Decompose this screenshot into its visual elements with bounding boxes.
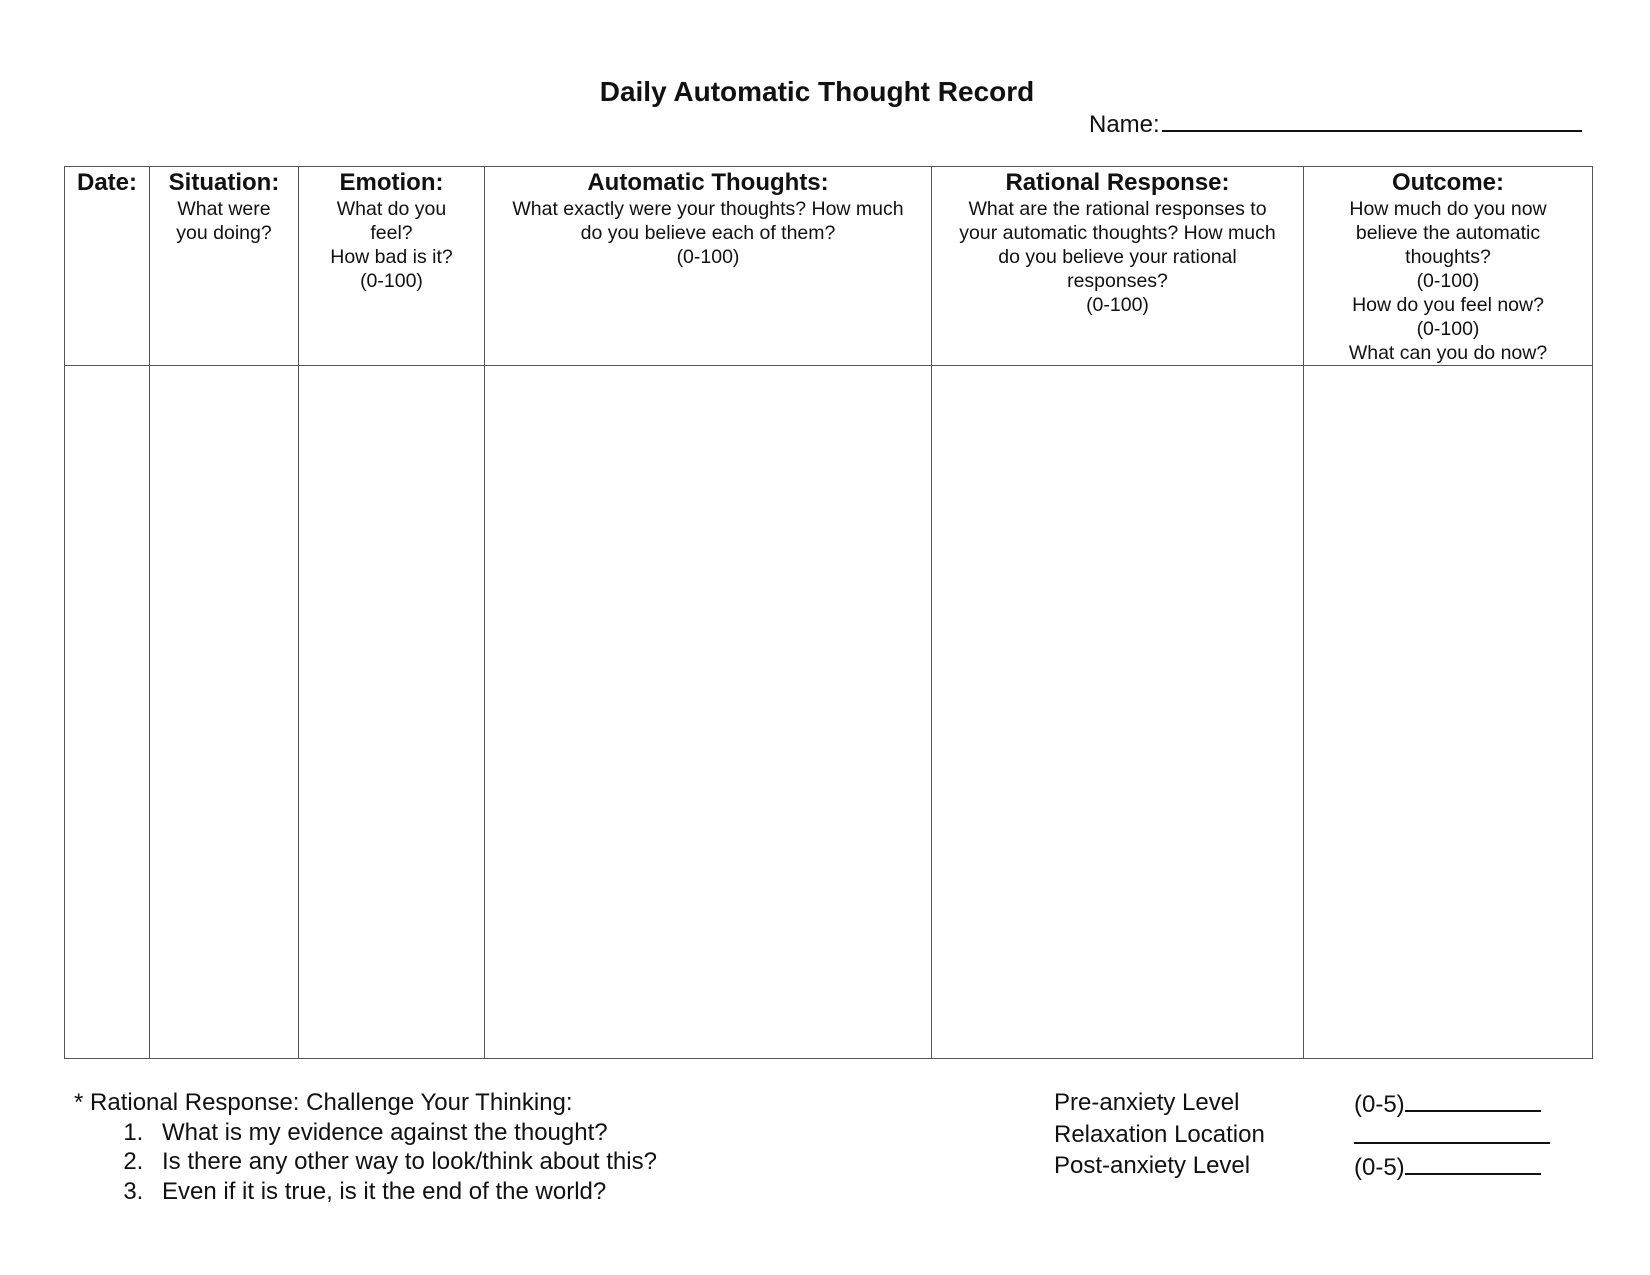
pre-anxiety-blank-line[interactable] [1405,1088,1541,1112]
list-item: 1. What is my evidence against the thought? [150,1118,657,1148]
column-heading: Automatic Thoughts: [587,169,829,196]
relaxation-location-row [1054,1120,1550,1152]
column-instructions: What are the rational responses to your automatic thoughts? How much do you believe your rational responses? (0-100) [959,198,1276,316]
post-anxiety-row [1054,1151,1550,1183]
column-header-rational-response [932,167,1304,366]
column-header-situation [150,167,299,366]
name-field[interactable] [1089,108,1582,139]
column-heading: Rational Response: [1005,169,1230,196]
post-anxiety-blank-line[interactable] [1405,1151,1541,1175]
column-instructions: How much do you now believe the automatic thoughts? (0-100) How do you feel now? (0-100) What can you do now? [1348,198,1548,364]
automatic-thoughts-entry-cell[interactable] [485,366,932,1059]
anxiety-levels [1054,1088,1550,1183]
page-title: Daily Automatic Thought Record [599,76,1035,107]
thought-record-table [64,166,1593,1059]
column-heading: Emotion: [339,169,444,196]
column-header-automatic-thoughts [485,167,932,366]
list-item: 3. Even if it is true, is it the end of the world? [150,1177,657,1207]
list-item: 2. Is there any other way to look/think about this? [150,1147,657,1177]
relaxation-location-blank-line[interactable] [1354,1120,1550,1144]
column-heading: Situation: [168,169,280,196]
outcome-entry-cell[interactable] [1304,366,1593,1059]
relaxation-location-field[interactable] [1354,1120,1550,1152]
challenge-heading: * Rational Response: Challenge Your Thinking: [74,1089,573,1116]
name-blank-line[interactable] [1162,108,1582,132]
challenge-thinking-notes [74,1088,657,1206]
column-header-outcome [1304,167,1593,366]
relaxation-location-label: Relaxation Location [1054,1120,1265,1148]
header-row [65,167,1593,366]
column-heading: Date: [76,169,137,196]
situation-entry-cell[interactable] [150,366,299,1059]
pre-anxiety-field[interactable]: (0-5) [1354,1088,1541,1120]
pre-anxiety-row [1054,1088,1550,1120]
name-label: Name: [1089,111,1160,138]
post-anxiety-field[interactable]: (0-5) [1354,1151,1541,1183]
column-heading: Outcome: [1391,169,1504,196]
pre-anxiety-label: Pre-anxiety Level [1054,1089,1240,1116]
emotion-entry-cell[interactable] [299,366,485,1059]
rational-response-entry-cell[interactable] [932,366,1304,1059]
column-instructions: What do you feel? How bad is it? (0-100) [330,198,453,292]
column-header-date [65,167,150,366]
post-anxiety-label: Post-anxiety Level [1054,1152,1251,1179]
date-entry-cell[interactable] [65,366,150,1059]
entry-row [65,366,1593,1059]
column-header-emotion [299,167,485,366]
challenge-question-list [74,1118,657,1207]
column-instructions: What were you doing? [176,198,272,244]
column-instructions: What exactly were your thoughts? How much do you believe each of them? (0-100) [512,198,904,268]
